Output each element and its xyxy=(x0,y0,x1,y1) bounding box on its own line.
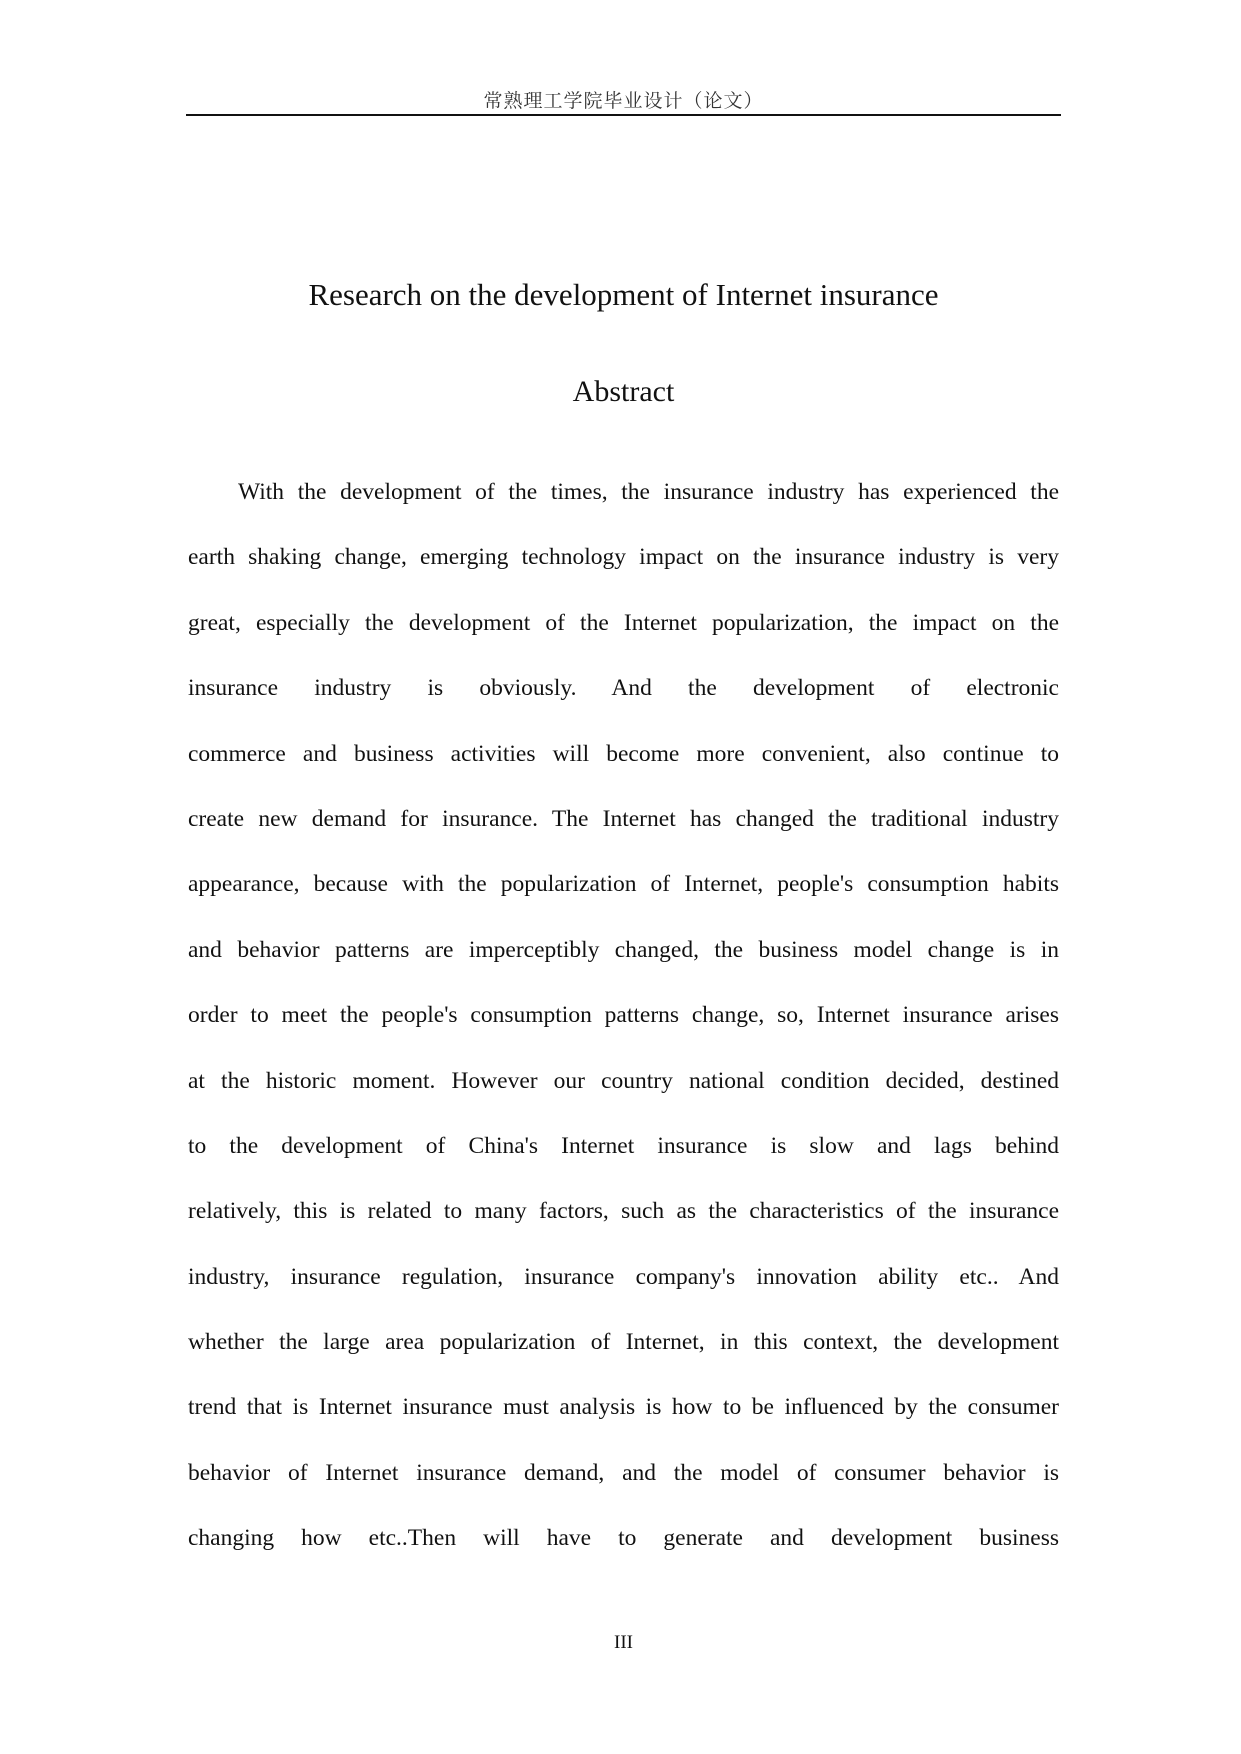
abstract-line: industry, insurance regulation, insurance company's innovation ability etc.. And xyxy=(188,1263,1059,1290)
running-header: 常熟理工学院毕业设计（论文） xyxy=(483,91,764,112)
abstract-line: appearance, because with the popularization of Internet, people's consumption habits xyxy=(188,871,1059,898)
abstract-line: to the development of China's Internet insurance is slow and lags behind xyxy=(188,1132,1059,1159)
abstract-line: earth shaking change, emerging technology impact on the insurance industry is very xyxy=(188,544,1059,571)
abstract-line: whether the large area popularization of Internet, in this context, the development xyxy=(188,1329,1059,1356)
abstract-line: and behavior patterns are imperceptibly changed, the business model change is in xyxy=(188,936,1059,963)
abstract-line: relatively, this is related to many factors, such as the characteristics of the insurance xyxy=(188,1198,1059,1225)
abstract-line: With the development of the times, the insurance industry has experienced the xyxy=(238,479,1059,505)
abstract-line: changing how etc..Then will have to generate and development business xyxy=(188,1525,1059,1552)
abstract-line: behavior of Internet insurance demand, and the model of consumer behavior is xyxy=(188,1459,1059,1486)
header-rule xyxy=(186,114,1061,116)
abstract-body xyxy=(188,460,1059,1572)
abstract-line: commerce and business activities will become more convenient, also continue to xyxy=(188,740,1059,767)
abstract-line: great, especially the development of the Internet popularization, the impact on the xyxy=(188,609,1059,636)
paper-title: Research on the development of Internet insurance xyxy=(308,277,939,312)
abstract-line: trend that is Internet insurance must analysis is how to be influenced by the consumer xyxy=(188,1394,1059,1421)
abstract-line: create new demand for insurance. The Internet has changed the traditional industry xyxy=(188,805,1059,832)
abstract-line: at the historic moment. However our country national condition decided, destined xyxy=(188,1067,1059,1094)
abstract-heading: Abstract xyxy=(572,375,675,408)
abstract-line: insurance industry is obviously. And the development of electronic xyxy=(188,675,1059,702)
page-number: III xyxy=(614,1632,633,1653)
abstract-line: order to meet the people's consumption patterns change, so, Internet insurance arises xyxy=(188,1002,1059,1029)
